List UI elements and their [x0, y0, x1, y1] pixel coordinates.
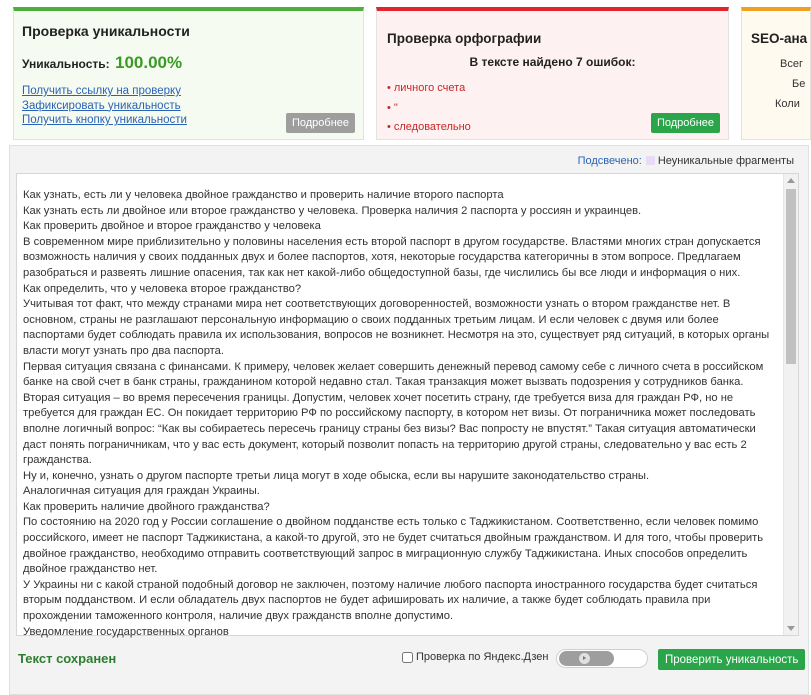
spelling-error-item[interactable]: • следовательно [387, 118, 471, 138]
seo-row-without: Бе [792, 78, 806, 90]
mode-toggle[interactable] [556, 649, 648, 668]
uniqueness-label: Уникальность: [22, 57, 110, 71]
check-uniqueness-button[interactable]: Проверить уникальность [658, 649, 805, 670]
highlight-legend-label: Подсвечено: [577, 155, 642, 167]
text-line: Аналогичная ситуация для граждан Украины. [23, 485, 260, 498]
highlight-legend [578, 155, 794, 167]
spelling-error-item[interactable]: • " [387, 99, 471, 119]
seo-title: SEO-ана [751, 31, 808, 46]
text-line: Как узнать, есть ли у человека двойное гражданство и проверить наличие второго паспорта [23, 189, 504, 201]
get-uniqueness-button-link[interactable]: Получить кнопку уникальности [22, 114, 187, 126]
scroll-up-icon[interactable] [787, 178, 795, 183]
saved-status: Текст сохранен [18, 651, 117, 666]
text-line: Как проверить двойное и второе гражданство у человека [23, 220, 321, 233]
play-icon [579, 653, 590, 664]
spelling-panel [376, 7, 729, 140]
vertical-scrollbar[interactable] [783, 174, 798, 635]
spelling-summary: В тексте найдено 7 ошибок: [469, 55, 636, 69]
text-line: По состоянию на 2020 год у России соглашение о двойном подданстве есть только с Таджикистаном. Соответственно, если человек помимо российского, имеет не паспорт Таджикистана, а какой-то другой, это не будет считаться двойным гражданством. И для того, чтобы проверить двойное гражданство, необходимо отправить соответствующий запрос в миграционную службу Таджикистана. Иных способов определить двойное гражданство нет. [23, 516, 764, 576]
toggle-knob[interactable] [559, 651, 614, 666]
text-line: У Украины ни с какой страной подобный договор не заключен, поэтому наличие любого паспорта иностранного государства будет считаться вторым подданством. И если обладатель двух паспортов не будет афишировать их наличие, а также будет соблюдать правила при прохождении таможенного контроля, наличие двух гражданств вполне допустимо. [23, 578, 758, 623]
seo-row-count: Коли [775, 98, 800, 110]
spelling-error-list [387, 79, 471, 138]
uniqueness-title: Проверка уникальности [22, 23, 190, 39]
scroll-down-icon[interactable] [787, 626, 795, 631]
uniqueness-links [22, 84, 187, 128]
scrollbar-thumb[interactable] [786, 189, 796, 364]
text-line: Как проверить наличие двойного гражданства? [23, 500, 270, 513]
spelling-error-item[interactable]: • личного счета [387, 79, 471, 99]
yandex-zen-label: Проверка по Яндекс.Дзен [416, 651, 549, 663]
yandex-zen-checkbox-input[interactable] [402, 652, 413, 663]
main-area [9, 145, 809, 695]
get-check-link[interactable]: Получить ссылку на проверку [22, 85, 181, 97]
uniqueness-details-button[interactable]: Подробнее [286, 113, 355, 133]
seo-row-total: Всег [780, 58, 803, 70]
fix-uniqueness-link[interactable]: Зафиксировать уникальность [22, 99, 181, 112]
text-line: Учитывая тот факт, что между странами мира нет соответствующих договоренностей, возможности узнать о втором гражданстве нет. В основном, страны не разглашают персональную информацию о своих подданных третьим лицам. И если человек с двумя или более паспортами будет соблюдать правила их использования, вопросов не возникнет. Несмотря на это, существует ряд ситуаций, в которых органы власти могут узнать про два паспорта. [23, 298, 770, 357]
text-content[interactable] [23, 188, 775, 640]
text-line: Как узнать есть ли двойное или второе гражданство у человека. Проверка наличия 2 паспорта у россиян и украинцев. [23, 204, 642, 217]
text-line: Первая ситуация связана с финансами. К примеру, человек желает совершить денежный перевод самому себе с личного счета в российском банке на свой счет в банк страны, гражданином которой недавно стал. Такая транзакция может вызвать подозрения у сотрудников банка. [23, 360, 764, 389]
spelling-title: Проверка орфографии [387, 31, 542, 46]
text-line: В современном мире приблизительно у половины населения есть второй паспорт в другом государстве. Властями многих стран допускается возможность наличия у своих подданных двух и более паспортов, хотя, некоторые государства категоричны в этом вопросе. Предлагаем разобраться и развеять лишние опасения, так как нет какой-либо общедоступной базы, где числились бы все люди и информация о них. [23, 235, 761, 279]
text-line: Ну и, конечно, узнать о другом паспорте третьи лица могут в ходе обыска, если вы нарушите законодательство страны. [23, 469, 650, 482]
seo-panel [741, 7, 811, 140]
spelling-details-button[interactable]: Подробнее [651, 113, 720, 133]
text-line: Как определить, что у человека второе гражданство? [23, 282, 302, 295]
nonunique-swatch [646, 156, 655, 165]
text-line: Уведомление государственных органов [23, 625, 229, 638]
uniqueness-panel [13, 7, 364, 140]
highlight-legend-item: Неуникальные фрагменты [657, 155, 794, 167]
text-editor[interactable] [16, 173, 799, 636]
text-line: Вторая ситуация – во время пересечения границы. Допустим, человек хочет посетить страну, где требуется виза для граждан РФ, но не требуется для граждан ЕС. Он покидает территорию РФ по российскому паспорту, в котором нет визы. От пограничника может последовать вполне логичный вопрос: “Как вы собираетесь пересечь границу страны без визы? Вас попросту не впустят.” Такая ситуация автоматически даст понять пограничникам, что у вас есть документ, который позволит попасть на территорию другой страны, следовательно у вас есть 2 гражданства. [23, 391, 756, 467]
yandex-zen-checkbox[interactable] [402, 651, 548, 663]
uniqueness-result [22, 53, 182, 73]
uniqueness-value: 100.00% [115, 53, 183, 72]
